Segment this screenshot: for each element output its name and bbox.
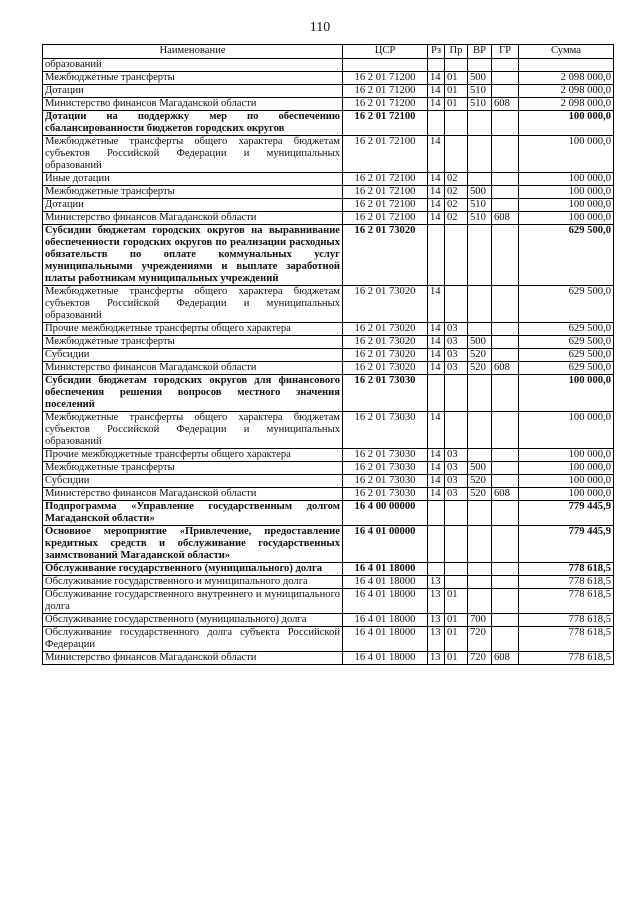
cell-gr <box>492 225 519 286</box>
cell-rz <box>428 111 445 136</box>
cell-sum: 100 000,0 <box>519 449 614 462</box>
table-row <box>43 563 614 576</box>
cell-sum: 778 618,5 <box>519 576 614 589</box>
table-row <box>43 627 614 652</box>
cell-gr <box>492 286 519 323</box>
cell-csr: 16 4 01 18000 <box>343 614 428 627</box>
cell-csr: 16 2 01 71200 <box>343 98 428 111</box>
cell-rz: 13 <box>428 652 445 665</box>
cell-rz: 13 <box>428 627 445 652</box>
cell-pr: 03 <box>445 362 468 375</box>
cell-pr: 01 <box>445 614 468 627</box>
cell-gr <box>492 375 519 412</box>
cell-sum: 2 098 000,0 <box>519 98 614 111</box>
table-row <box>43 614 614 627</box>
cell-gr <box>492 136 519 173</box>
table-row <box>43 111 614 136</box>
cell-sum: 779 445,9 <box>519 526 614 563</box>
cell-sum: 100 000,0 <box>519 212 614 225</box>
cell-rz: 14 <box>428 186 445 199</box>
cell-rz: 14 <box>428 336 445 349</box>
table-row <box>43 462 614 475</box>
table-row <box>43 349 614 362</box>
cell-pr <box>445 225 468 286</box>
table-row <box>43 186 614 199</box>
cell-sum: 100 000,0 <box>519 186 614 199</box>
cell-pr: 03 <box>445 336 468 349</box>
cell-gr <box>492 59 519 72</box>
cell-gr <box>492 589 519 614</box>
cell-sum: 629 500,0 <box>519 225 614 286</box>
cell-pr <box>445 526 468 563</box>
cell-csr: 16 2 01 72100 <box>343 111 428 136</box>
cell-vr: 500 <box>468 462 492 475</box>
cell-pr: 02 <box>445 212 468 225</box>
table-header-row <box>43 45 614 59</box>
header-pr: Пр <box>445 45 468 59</box>
cell-csr: 16 2 01 73020 <box>343 336 428 349</box>
cell-rz: 14 <box>428 199 445 212</box>
cell-rz: 14 <box>428 286 445 323</box>
table-row <box>43 501 614 526</box>
cell-pr: 03 <box>445 488 468 501</box>
cell-sum: 100 000,0 <box>519 462 614 475</box>
cell-gr <box>492 449 519 462</box>
cell-gr <box>492 412 519 449</box>
cell-name: Прочие межбюджетные трансферты общего характера <box>43 323 343 336</box>
cell-sum: 629 500,0 <box>519 362 614 375</box>
table-row <box>43 173 614 186</box>
cell-vr <box>468 526 492 563</box>
cell-pr <box>445 111 468 136</box>
cell-gr <box>492 173 519 186</box>
cell-sum: 779 445,9 <box>519 501 614 526</box>
cell-name: Дотации <box>43 199 343 212</box>
table-row <box>43 85 614 98</box>
cell-pr <box>445 501 468 526</box>
cell-vr: 500 <box>468 336 492 349</box>
cell-gr <box>492 501 519 526</box>
cell-gr <box>492 199 519 212</box>
cell-pr: 01 <box>445 589 468 614</box>
cell-name: Субсидии бюджетам городских округов для финансового обеспечения решения вопросов местного значения поселений <box>43 375 343 412</box>
cell-sum: 778 618,5 <box>519 652 614 665</box>
cell-name: Межбюджетные трансферты <box>43 72 343 85</box>
cell-sum: 629 500,0 <box>519 323 614 336</box>
cell-gr <box>492 72 519 85</box>
cell-sum: 778 618,5 <box>519 589 614 614</box>
table-row <box>43 576 614 589</box>
cell-rz: 14 <box>428 173 445 186</box>
cell-pr <box>445 412 468 449</box>
cell-name: Обслуживание государственного и муниципального долга <box>43 576 343 589</box>
cell-name: Министерство финансов Магаданской области <box>43 362 343 375</box>
cell-vr: 700 <box>468 614 492 627</box>
table-row <box>43 336 614 349</box>
cell-pr: 03 <box>445 323 468 336</box>
cell-name: Межбюджетные трансферты <box>43 336 343 349</box>
table-row <box>43 375 614 412</box>
table-row <box>43 136 614 173</box>
table-row <box>43 526 614 563</box>
table-row <box>43 72 614 85</box>
cell-pr <box>445 59 468 72</box>
cell-csr: 16 2 01 73030 <box>343 488 428 501</box>
cell-rz: 14 <box>428 323 445 336</box>
cell-pr: 01 <box>445 85 468 98</box>
cell-rz: 14 <box>428 72 445 85</box>
cell-gr: 608 <box>492 212 519 225</box>
cell-name: Иные дотации <box>43 173 343 186</box>
cell-vr <box>468 501 492 526</box>
cell-pr: 02 <box>445 186 468 199</box>
cell-csr: 16 2 01 73030 <box>343 375 428 412</box>
cell-csr: 16 2 01 72100 <box>343 186 428 199</box>
cell-pr <box>445 136 468 173</box>
cell-sum: 778 618,5 <box>519 563 614 576</box>
cell-gr <box>492 526 519 563</box>
cell-csr: 16 2 01 73020 <box>343 349 428 362</box>
cell-gr <box>492 475 519 488</box>
cell-rz <box>428 526 445 563</box>
cell-pr <box>445 576 468 589</box>
cell-rz <box>428 59 445 72</box>
cell-gr: 608 <box>492 652 519 665</box>
table-row <box>43 323 614 336</box>
cell-pr: 03 <box>445 449 468 462</box>
cell-gr <box>492 323 519 336</box>
cell-vr: 510 <box>468 98 492 111</box>
cell-csr: 16 4 01 18000 <box>343 576 428 589</box>
cell-vr <box>468 375 492 412</box>
cell-vr <box>468 589 492 614</box>
cell-csr: 16 4 01 18000 <box>343 563 428 576</box>
cell-csr: 16 4 01 00000 <box>343 526 428 563</box>
table-row <box>43 225 614 286</box>
cell-pr: 01 <box>445 627 468 652</box>
cell-csr: 16 2 01 71200 <box>343 72 428 85</box>
cell-name: Субсидии бюджетам городских округов на выравнивание обеспеченности городских округов по реализации расходных обязательств по оплате коммунальных услуг муниципальными учреждениями и выплате заработной платы работникам муниципальных учреждений <box>43 225 343 286</box>
cell-csr: 16 2 01 73020 <box>343 362 428 375</box>
cell-sum: 629 500,0 <box>519 349 614 362</box>
cell-pr <box>445 563 468 576</box>
cell-csr: 16 4 01 18000 <box>343 627 428 652</box>
cell-rz: 14 <box>428 98 445 111</box>
table-row <box>43 98 614 111</box>
cell-name: Министерство финансов Магаданской области <box>43 488 343 501</box>
cell-gr: 608 <box>492 362 519 375</box>
cell-csr: 16 2 01 73020 <box>343 323 428 336</box>
cell-sum: 629 500,0 <box>519 286 614 323</box>
cell-rz: 14 <box>428 136 445 173</box>
cell-rz: 14 <box>428 475 445 488</box>
cell-rz: 14 <box>428 85 445 98</box>
cell-pr: 03 <box>445 349 468 362</box>
cell-name: Межбюджетные трансферты общего характера бюджетам субъектов Российской Федерации и муниципальных образований <box>43 136 343 173</box>
header-csr: ЦСР <box>343 45 428 59</box>
cell-vr <box>468 111 492 136</box>
cell-sum: 100 000,0 <box>519 375 614 412</box>
cell-sum: 100 000,0 <box>519 173 614 186</box>
cell-rz <box>428 563 445 576</box>
cell-pr <box>445 375 468 412</box>
header-rz: Рз <box>428 45 445 59</box>
cell-gr <box>492 627 519 652</box>
cell-rz: 14 <box>428 488 445 501</box>
cell-vr: 510 <box>468 85 492 98</box>
header-gr: ГР <box>492 45 519 59</box>
cell-sum: 629 500,0 <box>519 336 614 349</box>
cell-vr: 500 <box>468 186 492 199</box>
cell-vr <box>468 59 492 72</box>
cell-gr <box>492 186 519 199</box>
cell-csr: 16 2 01 73030 <box>343 462 428 475</box>
cell-sum: 100 000,0 <box>519 111 614 136</box>
cell-sum: 778 618,5 <box>519 627 614 652</box>
cell-sum <box>519 59 614 72</box>
cell-name: Обслуживание государственного (муниципального) долга <box>43 614 343 627</box>
cell-vr: 510 <box>468 212 492 225</box>
cell-name: Министерство финансов Магаданской области <box>43 652 343 665</box>
cell-name: Субсидии <box>43 475 343 488</box>
cell-pr: 02 <box>445 173 468 186</box>
cell-gr <box>492 563 519 576</box>
table-row <box>43 59 614 72</box>
cell-vr <box>468 323 492 336</box>
cell-name: образований <box>43 59 343 72</box>
cell-pr: 01 <box>445 98 468 111</box>
cell-csr: 16 2 01 72100 <box>343 136 428 173</box>
cell-gr <box>492 576 519 589</box>
cell-csr: 16 2 01 72100 <box>343 173 428 186</box>
cell-gr <box>492 349 519 362</box>
cell-csr: 16 2 01 73020 <box>343 286 428 323</box>
cell-vr: 500 <box>468 72 492 85</box>
cell-csr: 16 4 01 18000 <box>343 589 428 614</box>
cell-sum: 2 098 000,0 <box>519 85 614 98</box>
table-row <box>43 449 614 462</box>
cell-name: Межбюджетные трансферты <box>43 462 343 475</box>
table-row <box>43 475 614 488</box>
cell-vr <box>468 286 492 323</box>
cell-rz: 13 <box>428 576 445 589</box>
cell-name: Обслуживание государственного (муниципального) долга <box>43 563 343 576</box>
header-vr: ВР <box>468 45 492 59</box>
cell-pr: 02 <box>445 199 468 212</box>
cell-rz: 14 <box>428 362 445 375</box>
budget-table <box>42 44 614 665</box>
cell-gr <box>492 85 519 98</box>
cell-csr: 16 2 01 73020 <box>343 225 428 286</box>
cell-csr: 16 2 01 72100 <box>343 199 428 212</box>
cell-gr <box>492 614 519 627</box>
cell-rz: 14 <box>428 449 445 462</box>
cell-name: Основное мероприятие «Привлечение, предоставление кредитных средств и обслуживание государственных заимствований Магаданской области» <box>43 526 343 563</box>
cell-vr <box>468 563 492 576</box>
cell-rz: 14 <box>428 412 445 449</box>
cell-name: Министерство финансов Магаданской области <box>43 98 343 111</box>
cell-vr: 510 <box>468 199 492 212</box>
cell-gr <box>492 462 519 475</box>
cell-rz: 14 <box>428 349 445 362</box>
cell-name: Прочие межбюджетные трансферты общего характера <box>43 449 343 462</box>
cell-name: Межбюджетные трансферты <box>43 186 343 199</box>
cell-csr: 16 2 01 73030 <box>343 412 428 449</box>
table-row <box>43 412 614 449</box>
cell-gr <box>492 111 519 136</box>
cell-csr: 16 4 00 00000 <box>343 501 428 526</box>
header-name: Наименование <box>43 45 343 59</box>
cell-vr: 720 <box>468 627 492 652</box>
cell-csr: 16 2 01 72100 <box>343 212 428 225</box>
cell-rz <box>428 225 445 286</box>
cell-name: Обслуживание государственного долга субъекта Российской Федерации <box>43 627 343 652</box>
cell-name: Межбюджетные трансферты общего характера бюджетам субъектов Российской Федерации и муниципальных образований <box>43 412 343 449</box>
cell-vr <box>468 449 492 462</box>
cell-vr <box>468 225 492 286</box>
cell-name: Обслуживание государственного внутреннего и муниципального долга <box>43 589 343 614</box>
cell-name: Подпрограмма «Управление государственным долгом Магаданской области» <box>43 501 343 526</box>
header-sum: Сумма <box>519 45 614 59</box>
cell-vr: 520 <box>468 488 492 501</box>
cell-pr: 03 <box>445 462 468 475</box>
cell-name: Министерство финансов Магаданской области <box>43 212 343 225</box>
cell-rz: 14 <box>428 212 445 225</box>
cell-vr <box>468 173 492 186</box>
cell-vr <box>468 412 492 449</box>
cell-csr: 16 2 01 73030 <box>343 449 428 462</box>
cell-sum: 2 098 000,0 <box>519 72 614 85</box>
cell-pr: 03 <box>445 475 468 488</box>
cell-gr: 608 <box>492 488 519 501</box>
page-number: 110 <box>309 20 331 35</box>
cell-pr: 01 <box>445 72 468 85</box>
cell-name: Межбюджетные трансферты общего характера бюджетам субъектов Российской Федерации и муниципальных образований <box>43 286 343 323</box>
cell-vr <box>468 576 492 589</box>
table-row <box>43 362 614 375</box>
table-row <box>43 488 614 501</box>
table-row <box>43 212 614 225</box>
table-row <box>43 199 614 212</box>
cell-rz <box>428 375 445 412</box>
cell-name: Дотации <box>43 85 343 98</box>
cell-rz: 14 <box>428 462 445 475</box>
cell-sum: 100 000,0 <box>519 136 614 173</box>
cell-vr <box>468 136 492 173</box>
cell-sum: 100 000,0 <box>519 199 614 212</box>
cell-csr: 16 2 01 73030 <box>343 475 428 488</box>
cell-rz: 13 <box>428 589 445 614</box>
cell-sum: 778 618,5 <box>519 614 614 627</box>
cell-rz: 13 <box>428 614 445 627</box>
cell-sum: 100 000,0 <box>519 488 614 501</box>
cell-vr: 720 <box>468 652 492 665</box>
cell-csr <box>343 59 428 72</box>
cell-name: Субсидии <box>43 349 343 362</box>
cell-name: Дотации на поддержку мер по обеспечению сбалансированности бюджетов городских округов <box>43 111 343 136</box>
cell-gr <box>492 336 519 349</box>
cell-vr: 520 <box>468 362 492 375</box>
cell-sum: 100 000,0 <box>519 412 614 449</box>
table-row <box>43 652 614 665</box>
cell-pr <box>445 286 468 323</box>
table-row <box>43 286 614 323</box>
cell-vr: 520 <box>468 475 492 488</box>
cell-vr: 520 <box>468 349 492 362</box>
cell-csr: 16 4 01 18000 <box>343 652 428 665</box>
cell-gr: 608 <box>492 98 519 111</box>
cell-pr: 01 <box>445 652 468 665</box>
cell-csr: 16 2 01 71200 <box>343 85 428 98</box>
cell-sum: 100 000,0 <box>519 475 614 488</box>
cell-rz <box>428 501 445 526</box>
table-row <box>43 589 614 614</box>
